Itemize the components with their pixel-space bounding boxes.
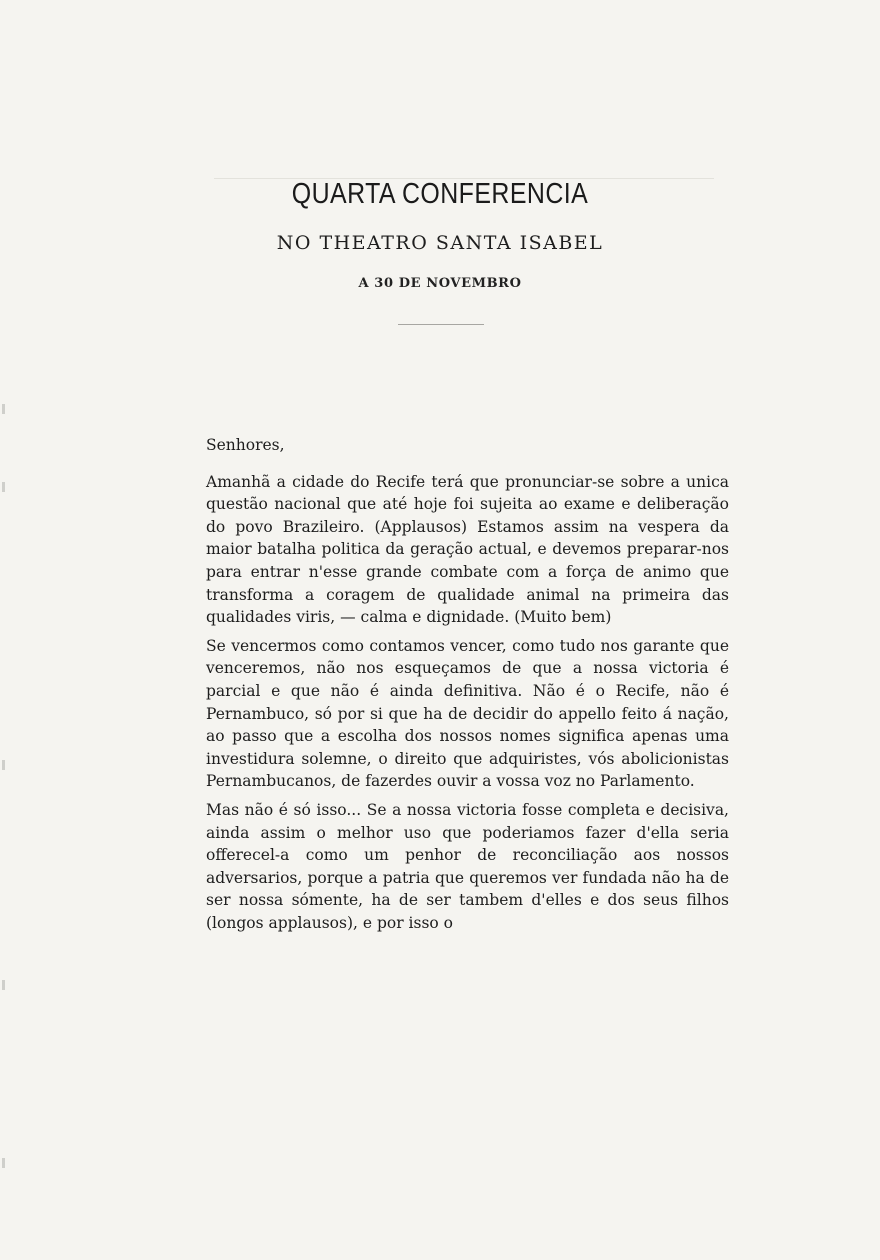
paragraph-2: Se vencermos como contamos vencer, como tudo nos garante que venceremos, não nos esqueçamos de que a nossa victoria é parcial e que não é ainda definitiva. Não é o Recife, não é Pernambuco, só por si que ha de decidir do appello feito á nação, ao passo que a escolha dos nossos nomes significa apenas uma investidura solemne, o direito que adquiristes, vós abolicionistas Pernambucanos, de fazerdes ouvir a vossa voz no Parlamento.: [206, 636, 729, 791]
page-edge-mark: [2, 980, 5, 990]
page-title: QUARTA CONFERENCIA: [291, 178, 589, 210]
paragraph-3: Mas não é só isso... Se a nossa victoria fosse completa e decisiva, ainda assim o melhor uso que poderiamos fazer d'ella seria offerecel-a como um penhor de reconciliação aos nossos adversarios, porque a patria que queremos ver fundada não ha de ser nossa sómente, ha de ser tambem d'elles e dos seus filhos (longos applausos), e por isso o: [206, 800, 729, 932]
page-edge-mark: [2, 1158, 5, 1168]
body-text: [206, 434, 729, 940]
lecture-date: A 30 DE NOVEMBRO: [358, 276, 522, 291]
paragraph-1: Amanhã a cidade do Recife terá que pronunciar-se sobre a unica questão nacional que até hoje foi sujeita ao exame e deliberação do povo Brazileiro. (Applausos) Estamos assim na vespera da maior batalha politica da geração actual, e devemos preparar-nos para entrar n'esse grande combate com a força de animo que transforma a coragem de qualidade animal na primeira das qualidades viris, — calma e dignidade. (Muito bem): [206, 472, 729, 627]
separator-rule: [398, 324, 484, 325]
page-edge-mark: [2, 482, 5, 492]
bleed-through-header: [214, 150, 714, 179]
greeting: Senhores,: [206, 436, 285, 454]
page-edge-mark: [2, 404, 5, 414]
page-edge-mark: [2, 760, 5, 770]
page-subtitle: NO THEATRO SANTA ISABEL: [276, 232, 604, 254]
